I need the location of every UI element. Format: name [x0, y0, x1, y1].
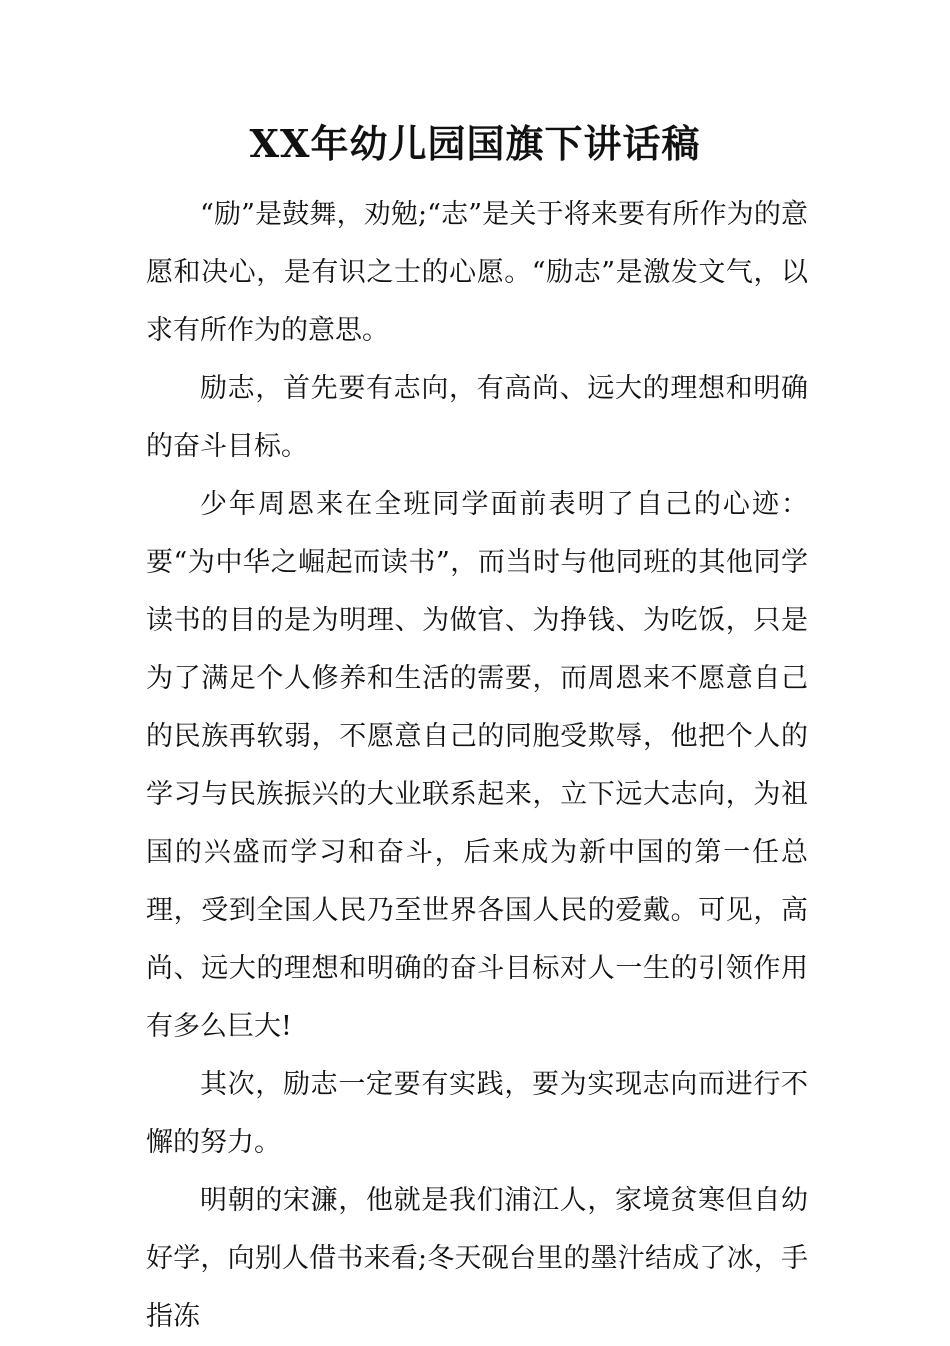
paragraph-first-point: 励志，首先要有志向，有高尚、远大的理想和明确的奋斗目标。 [146, 373, 808, 462]
paragraph-second-point: 其次，励志一定要有实践，要为实现志向而进行不懈的努力。 [146, 1069, 808, 1158]
paragraph-definition: “励”是鼓舞，劝勉;“志”是关于将来要有所作为的意愿和决心，是有识之士的心愿。“励志”是激发文气，以求有所作为的意思。 [146, 199, 808, 346]
paragraph-zhou-enlai: 少年周恩来在全班同学面前表明了自己的心迹：要“为中华之崛起而读书”，而当时与他同班的其他同学读书的目的是为明理、为做官、为挣钱、为吃饭，只是为了满足个人修养和生活的需要，而周恩来不愿意自己的民族再软弱，不愿意自己的同胞受欺辱，他把个人的学习与民族振兴的大业联系起来，立下远大志向，为祖国的兴盛而学习和奋斗，后来成为新中国的第一任总理，受到全国人民乃至世界各国人民的爱戴。可见，高尚、远大的理想和明确的奋斗目标对人一生的引领作用有多么巨大! [146, 489, 808, 1042]
paragraph-song-lian: 明朝的宋濂，他就是我们浦江人，家境贫寒但自幼好学，向别人借书来看;冬天砚台里的墨汁结成了冰，手指冻 [146, 1185, 808, 1332]
document-body [146, 186, 808, 1346]
document-title: XX年幼儿园国旗下讲话稿 [249, 121, 701, 166]
